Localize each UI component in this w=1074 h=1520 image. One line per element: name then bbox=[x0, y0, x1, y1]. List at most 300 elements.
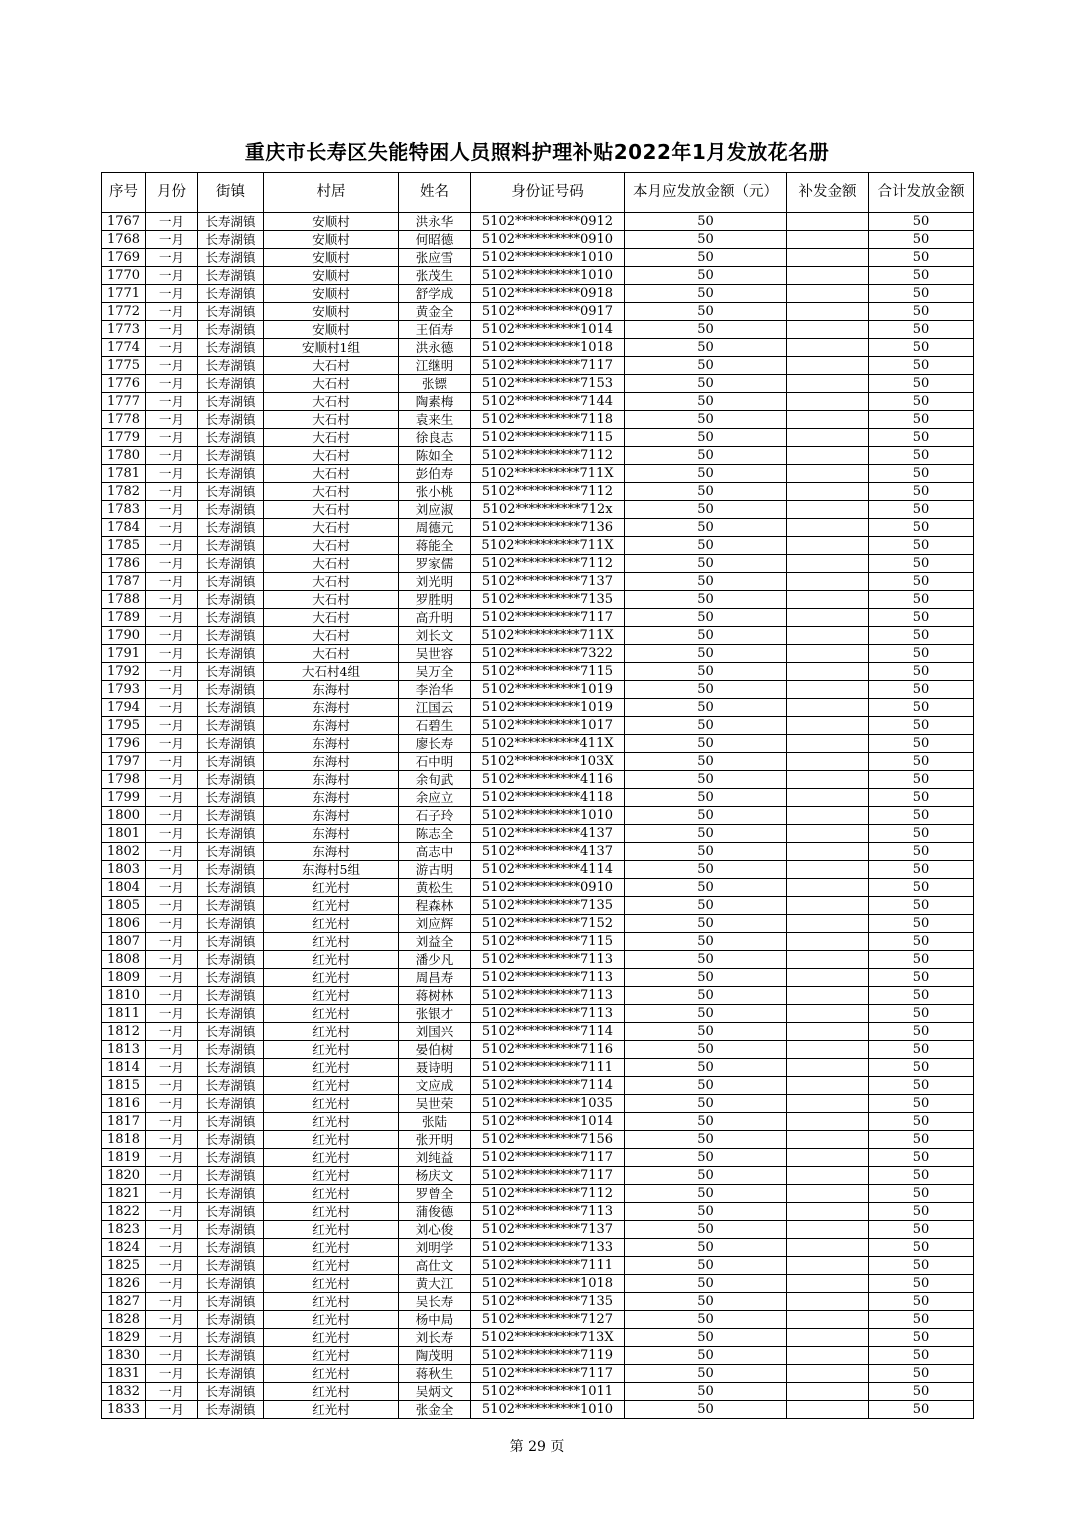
month-cell: 一月 bbox=[146, 825, 198, 843]
name-cell: 晏伯树 bbox=[399, 1041, 471, 1059]
id-number-cell: 5102**********7116 bbox=[471, 1041, 625, 1059]
id-number-cell: 5102**********7117 bbox=[471, 609, 625, 627]
supplement-amount-cell bbox=[787, 357, 869, 375]
supplement-amount-cell bbox=[787, 861, 869, 879]
serial-cell: 1829 bbox=[102, 1329, 146, 1347]
serial-cell: 1770 bbox=[102, 267, 146, 285]
month-cell: 一月 bbox=[146, 231, 198, 249]
table-row bbox=[102, 843, 974, 861]
name-cell: 余应立 bbox=[399, 789, 471, 807]
village-cell: 东海村 bbox=[264, 735, 399, 753]
month-cell: 一月 bbox=[146, 303, 198, 321]
serial-cell: 1827 bbox=[102, 1293, 146, 1311]
village-cell: 东海村 bbox=[264, 789, 399, 807]
town-cell: 长寿湖镇 bbox=[198, 1257, 264, 1275]
town-cell: 长寿湖镇 bbox=[198, 699, 264, 717]
serial-cell: 1816 bbox=[102, 1095, 146, 1113]
name-cell: 吴炳文 bbox=[399, 1383, 471, 1401]
serial-cell: 1781 bbox=[102, 465, 146, 483]
town-cell: 长寿湖镇 bbox=[198, 537, 264, 555]
total-amount-cell: 50 bbox=[869, 465, 974, 483]
serial-cell: 1825 bbox=[102, 1257, 146, 1275]
total-amount-cell: 50 bbox=[869, 735, 974, 753]
supplement-amount-cell bbox=[787, 1041, 869, 1059]
town-cell: 长寿湖镇 bbox=[198, 375, 264, 393]
id-number-cell: 5102**********711X bbox=[471, 537, 625, 555]
month-cell: 一月 bbox=[146, 1005, 198, 1023]
col-month-header: 月份 bbox=[146, 173, 198, 213]
total-amount-cell: 50 bbox=[869, 789, 974, 807]
supplement-amount-cell bbox=[787, 1059, 869, 1077]
serial-cell: 1815 bbox=[102, 1077, 146, 1095]
serial-cell: 1777 bbox=[102, 393, 146, 411]
id-number-cell: 5102**********7115 bbox=[471, 429, 625, 447]
month-cell: 一月 bbox=[146, 411, 198, 429]
total-amount-cell: 50 bbox=[869, 1203, 974, 1221]
monthly-amount-cell: 50 bbox=[625, 1023, 787, 1041]
total-amount-cell: 50 bbox=[869, 699, 974, 717]
month-cell: 一月 bbox=[146, 753, 198, 771]
month-cell: 一月 bbox=[146, 1023, 198, 1041]
monthly-amount-cell: 50 bbox=[625, 1203, 787, 1221]
col-village-header: 村居 bbox=[264, 173, 399, 213]
village-cell: 红光村 bbox=[264, 1293, 399, 1311]
serial-cell: 1802 bbox=[102, 843, 146, 861]
total-amount-cell: 50 bbox=[869, 681, 974, 699]
name-cell: 刘应辉 bbox=[399, 915, 471, 933]
name-cell: 高志中 bbox=[399, 843, 471, 861]
village-cell: 东海村 bbox=[264, 753, 399, 771]
supplement-amount-cell bbox=[787, 825, 869, 843]
village-cell: 安顺村 bbox=[264, 285, 399, 303]
serial-cell: 1830 bbox=[102, 1347, 146, 1365]
town-cell: 长寿湖镇 bbox=[198, 519, 264, 537]
supplement-amount-cell bbox=[787, 933, 869, 951]
serial-cell: 1797 bbox=[102, 753, 146, 771]
serial-cell: 1774 bbox=[102, 339, 146, 357]
supplement-amount-cell bbox=[787, 1401, 869, 1419]
total-amount-cell: 50 bbox=[869, 591, 974, 609]
table-row bbox=[102, 1257, 974, 1275]
total-amount-cell: 50 bbox=[869, 411, 974, 429]
month-cell: 一月 bbox=[146, 1167, 198, 1185]
table-row bbox=[102, 573, 974, 591]
total-amount-cell: 50 bbox=[869, 1131, 974, 1149]
table-row bbox=[102, 1275, 974, 1293]
total-amount-cell: 50 bbox=[869, 951, 974, 969]
name-cell: 李治华 bbox=[399, 681, 471, 699]
serial-cell: 1798 bbox=[102, 771, 146, 789]
town-cell: 长寿湖镇 bbox=[198, 1185, 264, 1203]
id-number-cell: 5102**********7144 bbox=[471, 393, 625, 411]
town-cell: 长寿湖镇 bbox=[198, 771, 264, 789]
supplement-amount-cell bbox=[787, 807, 869, 825]
page-number: 第 29 页 bbox=[509, 1439, 565, 1455]
monthly-amount-cell: 50 bbox=[625, 807, 787, 825]
table-row bbox=[102, 1023, 974, 1041]
supplement-amount-cell bbox=[787, 231, 869, 249]
monthly-amount-cell: 50 bbox=[625, 303, 787, 321]
col-monthly-amount-header: 本月应发放金额（元） bbox=[625, 173, 787, 213]
village-cell: 大石村 bbox=[264, 573, 399, 591]
serial-cell: 1767 bbox=[102, 213, 146, 231]
id-number-cell: 5102**********0910 bbox=[471, 879, 625, 897]
monthly-amount-cell: 50 bbox=[625, 357, 787, 375]
id-number-cell: 5102**********7136 bbox=[471, 519, 625, 537]
total-amount-cell: 50 bbox=[869, 231, 974, 249]
id-number-cell: 5102**********1017 bbox=[471, 717, 625, 735]
table-row bbox=[102, 1293, 974, 1311]
town-cell: 长寿湖镇 bbox=[198, 573, 264, 591]
id-number-cell: 5102**********7113 bbox=[471, 1203, 625, 1221]
monthly-amount-cell: 50 bbox=[625, 969, 787, 987]
id-number-cell: 5102**********7112 bbox=[471, 483, 625, 501]
monthly-amount-cell: 50 bbox=[625, 501, 787, 519]
month-cell: 一月 bbox=[146, 447, 198, 465]
id-number-cell: 5102**********7117 bbox=[471, 1167, 625, 1185]
village-cell: 红光村 bbox=[264, 879, 399, 897]
village-cell: 红光村 bbox=[264, 1059, 399, 1077]
town-cell: 长寿湖镇 bbox=[198, 645, 264, 663]
name-cell: 张应雪 bbox=[399, 249, 471, 267]
id-number-cell: 5102**********1010 bbox=[471, 267, 625, 285]
id-number-cell: 5102**********4114 bbox=[471, 861, 625, 879]
total-amount-cell: 50 bbox=[869, 879, 974, 897]
id-number-cell: 5102**********103X bbox=[471, 753, 625, 771]
monthly-amount-cell: 50 bbox=[625, 231, 787, 249]
table-row bbox=[102, 1077, 974, 1095]
monthly-amount-cell: 50 bbox=[625, 249, 787, 267]
name-cell: 刘明学 bbox=[399, 1239, 471, 1257]
village-cell: 红光村 bbox=[264, 1221, 399, 1239]
name-cell: 张小桃 bbox=[399, 483, 471, 501]
serial-cell: 1791 bbox=[102, 645, 146, 663]
monthly-amount-cell: 50 bbox=[625, 1383, 787, 1401]
month-cell: 一月 bbox=[146, 465, 198, 483]
total-amount-cell: 50 bbox=[869, 1329, 974, 1347]
village-cell: 东海村 bbox=[264, 771, 399, 789]
monthly-amount-cell: 50 bbox=[625, 1293, 787, 1311]
town-cell: 长寿湖镇 bbox=[198, 249, 264, 267]
village-cell: 大石村 bbox=[264, 393, 399, 411]
month-cell: 一月 bbox=[146, 951, 198, 969]
town-cell: 长寿湖镇 bbox=[198, 267, 264, 285]
town-cell: 长寿湖镇 bbox=[198, 1293, 264, 1311]
table-row bbox=[102, 933, 974, 951]
village-cell: 大石村 bbox=[264, 411, 399, 429]
table-row bbox=[102, 1149, 974, 1167]
serial-cell: 1803 bbox=[102, 861, 146, 879]
serial-cell: 1804 bbox=[102, 879, 146, 897]
month-cell: 一月 bbox=[146, 1401, 198, 1419]
table-row bbox=[102, 1185, 974, 1203]
serial-cell: 1801 bbox=[102, 825, 146, 843]
village-cell: 大石村 bbox=[264, 429, 399, 447]
total-amount-cell: 50 bbox=[869, 1311, 974, 1329]
table-row bbox=[102, 663, 974, 681]
town-cell: 长寿湖镇 bbox=[198, 1329, 264, 1347]
month-cell: 一月 bbox=[146, 573, 198, 591]
serial-cell: 1819 bbox=[102, 1149, 146, 1167]
id-number-cell: 5102**********7113 bbox=[471, 1005, 625, 1023]
supplement-amount-cell bbox=[787, 1005, 869, 1023]
id-number-cell: 5102**********7114 bbox=[471, 1077, 625, 1095]
table-row bbox=[102, 303, 974, 321]
table-row bbox=[102, 447, 974, 465]
serial-cell: 1800 bbox=[102, 807, 146, 825]
town-cell: 长寿湖镇 bbox=[198, 1239, 264, 1257]
month-cell: 一月 bbox=[146, 1365, 198, 1383]
monthly-amount-cell: 50 bbox=[625, 609, 787, 627]
table-row bbox=[102, 1203, 974, 1221]
supplement-amount-cell bbox=[787, 1311, 869, 1329]
name-cell: 张金全 bbox=[399, 1401, 471, 1419]
monthly-amount-cell: 50 bbox=[625, 1311, 787, 1329]
total-amount-cell: 50 bbox=[869, 1113, 974, 1131]
id-number-cell: 5102**********7115 bbox=[471, 933, 625, 951]
total-amount-cell: 50 bbox=[869, 1347, 974, 1365]
serial-cell: 1832 bbox=[102, 1383, 146, 1401]
serial-cell: 1820 bbox=[102, 1167, 146, 1185]
supplement-amount-cell bbox=[787, 1275, 869, 1293]
name-cell: 刘长寿 bbox=[399, 1329, 471, 1347]
total-amount-cell: 50 bbox=[869, 1239, 974, 1257]
supplement-amount-cell bbox=[787, 375, 869, 393]
serial-cell: 1814 bbox=[102, 1059, 146, 1077]
name-cell: 张银才 bbox=[399, 1005, 471, 1023]
village-cell: 大石村 bbox=[264, 483, 399, 501]
town-cell: 长寿湖镇 bbox=[198, 321, 264, 339]
id-number-cell: 5102**********1010 bbox=[471, 1401, 625, 1419]
total-amount-cell: 50 bbox=[869, 1275, 974, 1293]
name-cell: 周昌寿 bbox=[399, 969, 471, 987]
name-cell: 刘光明 bbox=[399, 573, 471, 591]
serial-cell: 1786 bbox=[102, 555, 146, 573]
col-town-header: 街镇 bbox=[198, 173, 264, 213]
table-row bbox=[102, 915, 974, 933]
serial-cell: 1778 bbox=[102, 411, 146, 429]
supplement-amount-cell bbox=[787, 897, 869, 915]
monthly-amount-cell: 50 bbox=[625, 1365, 787, 1383]
supplement-amount-cell bbox=[787, 1329, 869, 1347]
monthly-amount-cell: 50 bbox=[625, 825, 787, 843]
table-row bbox=[102, 987, 974, 1005]
id-number-cell: 5102**********7127 bbox=[471, 1311, 625, 1329]
total-amount-cell: 50 bbox=[869, 843, 974, 861]
village-cell: 红光村 bbox=[264, 1257, 399, 1275]
table-row bbox=[102, 501, 974, 519]
id-number-cell: 5102**********711X bbox=[471, 465, 625, 483]
table-row bbox=[102, 1221, 974, 1239]
town-cell: 长寿湖镇 bbox=[198, 1041, 264, 1059]
monthly-amount-cell: 50 bbox=[625, 555, 787, 573]
total-amount-cell: 50 bbox=[869, 1383, 974, 1401]
table-row bbox=[102, 1347, 974, 1365]
total-amount-cell: 50 bbox=[869, 519, 974, 537]
supplement-amount-cell bbox=[787, 1113, 869, 1131]
month-cell: 一月 bbox=[146, 717, 198, 735]
month-cell: 一月 bbox=[146, 933, 198, 951]
name-cell: 徐良志 bbox=[399, 429, 471, 447]
monthly-amount-cell: 50 bbox=[625, 1239, 787, 1257]
name-cell: 江国云 bbox=[399, 699, 471, 717]
total-amount-cell: 50 bbox=[869, 825, 974, 843]
town-cell: 长寿湖镇 bbox=[198, 1203, 264, 1221]
serial-cell: 1769 bbox=[102, 249, 146, 267]
total-amount-cell: 50 bbox=[869, 609, 974, 627]
supplement-amount-cell bbox=[787, 321, 869, 339]
col-id-number-header: 身份证号码 bbox=[471, 173, 625, 213]
supplement-amount-cell bbox=[787, 1383, 869, 1401]
monthly-amount-cell: 50 bbox=[625, 699, 787, 717]
supplement-amount-cell bbox=[787, 681, 869, 699]
village-cell: 红光村 bbox=[264, 1041, 399, 1059]
id-number-cell: 5102**********7114 bbox=[471, 1023, 625, 1041]
id-number-cell: 5102**********712x bbox=[471, 501, 625, 519]
id-number-cell: 5102**********4118 bbox=[471, 789, 625, 807]
village-cell: 红光村 bbox=[264, 1005, 399, 1023]
month-cell: 一月 bbox=[146, 429, 198, 447]
town-cell: 长寿湖镇 bbox=[198, 1149, 264, 1167]
total-amount-cell: 50 bbox=[869, 1293, 974, 1311]
name-cell: 江继明 bbox=[399, 357, 471, 375]
id-number-cell: 5102**********411X bbox=[471, 735, 625, 753]
month-cell: 一月 bbox=[146, 807, 198, 825]
monthly-amount-cell: 50 bbox=[625, 753, 787, 771]
town-cell: 长寿湖镇 bbox=[198, 1167, 264, 1185]
serial-cell: 1780 bbox=[102, 447, 146, 465]
monthly-amount-cell: 50 bbox=[625, 339, 787, 357]
town-cell: 长寿湖镇 bbox=[198, 789, 264, 807]
town-cell: 长寿湖镇 bbox=[198, 1077, 264, 1095]
monthly-amount-cell: 50 bbox=[625, 789, 787, 807]
table-row bbox=[102, 1059, 974, 1077]
monthly-amount-cell: 50 bbox=[625, 1059, 787, 1077]
monthly-amount-cell: 50 bbox=[625, 735, 787, 753]
total-amount-cell: 50 bbox=[869, 987, 974, 1005]
village-cell: 红光村 bbox=[264, 1311, 399, 1329]
serial-cell: 1828 bbox=[102, 1311, 146, 1329]
supplement-amount-cell bbox=[787, 1239, 869, 1257]
monthly-amount-cell: 50 bbox=[625, 771, 787, 789]
village-cell: 安顺村 bbox=[264, 231, 399, 249]
supplement-amount-cell bbox=[787, 1293, 869, 1311]
town-cell: 长寿湖镇 bbox=[198, 465, 264, 483]
table-row bbox=[102, 1329, 974, 1347]
village-cell: 红光村 bbox=[264, 1167, 399, 1185]
id-number-cell: 5102**********713X bbox=[471, 1329, 625, 1347]
table-row bbox=[102, 753, 974, 771]
supplement-amount-cell bbox=[787, 987, 869, 1005]
supplement-amount-cell bbox=[787, 465, 869, 483]
serial-cell: 1831 bbox=[102, 1365, 146, 1383]
month-cell: 一月 bbox=[146, 1077, 198, 1095]
serial-cell: 1806 bbox=[102, 915, 146, 933]
name-cell: 张开明 bbox=[399, 1131, 471, 1149]
town-cell: 长寿湖镇 bbox=[198, 357, 264, 375]
month-cell: 一月 bbox=[146, 609, 198, 627]
supplement-amount-cell bbox=[787, 483, 869, 501]
serial-cell: 1775 bbox=[102, 357, 146, 375]
id-number-cell: 5102**********7135 bbox=[471, 591, 625, 609]
village-cell: 红光村 bbox=[264, 951, 399, 969]
village-cell: 安顺村 bbox=[264, 303, 399, 321]
village-cell: 大石村4组 bbox=[264, 663, 399, 681]
id-number-cell: 5102**********1018 bbox=[471, 1275, 625, 1293]
month-cell: 一月 bbox=[146, 483, 198, 501]
month-cell: 一月 bbox=[146, 1131, 198, 1149]
id-number-cell: 5102**********7156 bbox=[471, 1131, 625, 1149]
village-cell: 东海村 bbox=[264, 825, 399, 843]
total-amount-cell: 50 bbox=[869, 807, 974, 825]
table-row bbox=[102, 1041, 974, 1059]
total-amount-cell: 50 bbox=[869, 1059, 974, 1077]
monthly-amount-cell: 50 bbox=[625, 465, 787, 483]
month-cell: 一月 bbox=[146, 591, 198, 609]
village-cell: 红光村 bbox=[264, 1185, 399, 1203]
monthly-amount-cell: 50 bbox=[625, 1005, 787, 1023]
serial-cell: 1821 bbox=[102, 1185, 146, 1203]
serial-cell: 1805 bbox=[102, 897, 146, 915]
total-amount-cell: 50 bbox=[869, 537, 974, 555]
serial-cell: 1810 bbox=[102, 987, 146, 1005]
monthly-amount-cell: 50 bbox=[625, 879, 787, 897]
serial-cell: 1808 bbox=[102, 951, 146, 969]
village-cell: 红光村 bbox=[264, 1329, 399, 1347]
id-number-cell: 5102**********7152 bbox=[471, 915, 625, 933]
total-amount-cell: 50 bbox=[869, 1257, 974, 1275]
serial-cell: 1794 bbox=[102, 699, 146, 717]
monthly-amount-cell: 50 bbox=[625, 537, 787, 555]
month-cell: 一月 bbox=[146, 915, 198, 933]
name-cell: 陈志全 bbox=[399, 825, 471, 843]
name-cell: 陈如全 bbox=[399, 447, 471, 465]
supplement-amount-cell bbox=[787, 753, 869, 771]
serial-cell: 1790 bbox=[102, 627, 146, 645]
month-cell: 一月 bbox=[146, 537, 198, 555]
supplement-amount-cell bbox=[787, 951, 869, 969]
id-number-cell: 5102**********7115 bbox=[471, 663, 625, 681]
town-cell: 长寿湖镇 bbox=[198, 663, 264, 681]
month-cell: 一月 bbox=[146, 1293, 198, 1311]
name-cell: 黄松生 bbox=[399, 879, 471, 897]
id-number-cell: 5102**********0917 bbox=[471, 303, 625, 321]
monthly-amount-cell: 50 bbox=[625, 375, 787, 393]
village-cell: 红光村 bbox=[264, 1365, 399, 1383]
id-number-cell: 5102**********7119 bbox=[471, 1347, 625, 1365]
total-amount-cell: 50 bbox=[869, 573, 974, 591]
village-cell: 红光村 bbox=[264, 1095, 399, 1113]
monthly-amount-cell: 50 bbox=[625, 951, 787, 969]
table-row bbox=[102, 555, 974, 573]
supplement-amount-cell bbox=[787, 627, 869, 645]
name-cell: 余旬武 bbox=[399, 771, 471, 789]
serial-cell: 1773 bbox=[102, 321, 146, 339]
col-name-header: 姓名 bbox=[399, 173, 471, 213]
supplement-amount-cell bbox=[787, 429, 869, 447]
table-row bbox=[102, 357, 974, 375]
total-amount-cell: 50 bbox=[869, 213, 974, 231]
town-cell: 长寿湖镇 bbox=[198, 933, 264, 951]
town-cell: 长寿湖镇 bbox=[198, 1311, 264, 1329]
month-cell: 一月 bbox=[146, 1113, 198, 1131]
id-number-cell: 5102**********1010 bbox=[471, 249, 625, 267]
col-supplement-amount-header: 补发金额 bbox=[787, 173, 869, 213]
name-cell: 罗家儒 bbox=[399, 555, 471, 573]
month-cell: 一月 bbox=[146, 1275, 198, 1293]
id-number-cell: 5102**********7118 bbox=[471, 411, 625, 429]
table-row bbox=[102, 375, 974, 393]
